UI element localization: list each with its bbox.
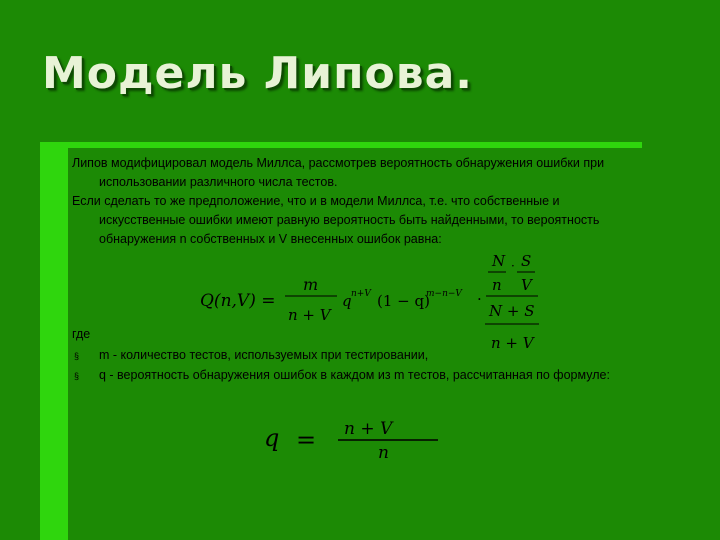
formula-paren: (1 − q) — [377, 292, 430, 310]
decorative-bar-vertical — [40, 142, 68, 540]
slide-title: Модель Липова. — [42, 48, 474, 99]
formula-big-top-S: S — [521, 252, 532, 270]
paragraph-2-line-1: Если сделать то же предположение, что и в модели Миллса, т.е. что собственные и — [72, 194, 560, 208]
formula-q-eq: = — [296, 426, 317, 454]
paragraph-2-line-2: искусственные ошибки имеют равную вероятность быть найденными, то вероятность — [99, 213, 600, 227]
formula-q-svg — [260, 418, 460, 468]
bullet-text: m - количество тестов, используемых при тестировании, — [99, 348, 429, 362]
formula-big-bot: n + V — [491, 334, 534, 352]
formula-q-den: n — [378, 443, 389, 463]
formula-big-top-dot: · — [511, 259, 515, 273]
formula-paren-exp: m−n−V — [426, 289, 462, 299]
formula-q-exp: n+V — [351, 289, 371, 299]
formula-lhs: Q(n,V) = — [200, 291, 276, 311]
formula-big-mid: N + S — [489, 302, 535, 320]
bullet-marker: § — [74, 351, 80, 361]
formula-dot: · — [477, 290, 482, 308]
paragraph-1-line-1: Липов модифицировал модель Миллса, рассмотрев вероятность обнаружения ошибки при — [72, 156, 605, 170]
formula-lipov — [195, 248, 555, 358]
paragraph-1 — [72, 154, 702, 192]
formula-q — [260, 418, 460, 468]
formula-frac-num: m — [303, 275, 319, 294]
paragraph-2-line-3: обнаружения n собственных и V внесенных ошибок равна: — [99, 232, 442, 246]
body-text — [72, 154, 702, 249]
formula-lipov-svg — [195, 248, 555, 358]
bullet-item — [74, 348, 428, 362]
formula-big-top-n: n — [492, 276, 502, 294]
bullet-text: q - вероятность обнаружения ошибок в каждом из m тестов, рассчитанная по формуле: — [99, 368, 610, 382]
formula-big-top-N: N — [492, 252, 506, 270]
bullet-marker: § — [74, 371, 80, 381]
where-label: где — [72, 327, 91, 341]
decorative-bar-horizontal — [40, 142, 642, 148]
formula-big-top-V: V — [521, 276, 532, 294]
bullet-item — [74, 368, 610, 382]
paragraph-2 — [72, 192, 702, 249]
formula-q-base: q — [342, 292, 352, 310]
paragraph-1-line-2: использовании различного числа тестов. — [99, 175, 338, 189]
formula-q-lhs: q — [264, 424, 280, 452]
formula-q-num: n + V — [344, 419, 393, 439]
formula-frac-den: n + V — [288, 306, 331, 324]
